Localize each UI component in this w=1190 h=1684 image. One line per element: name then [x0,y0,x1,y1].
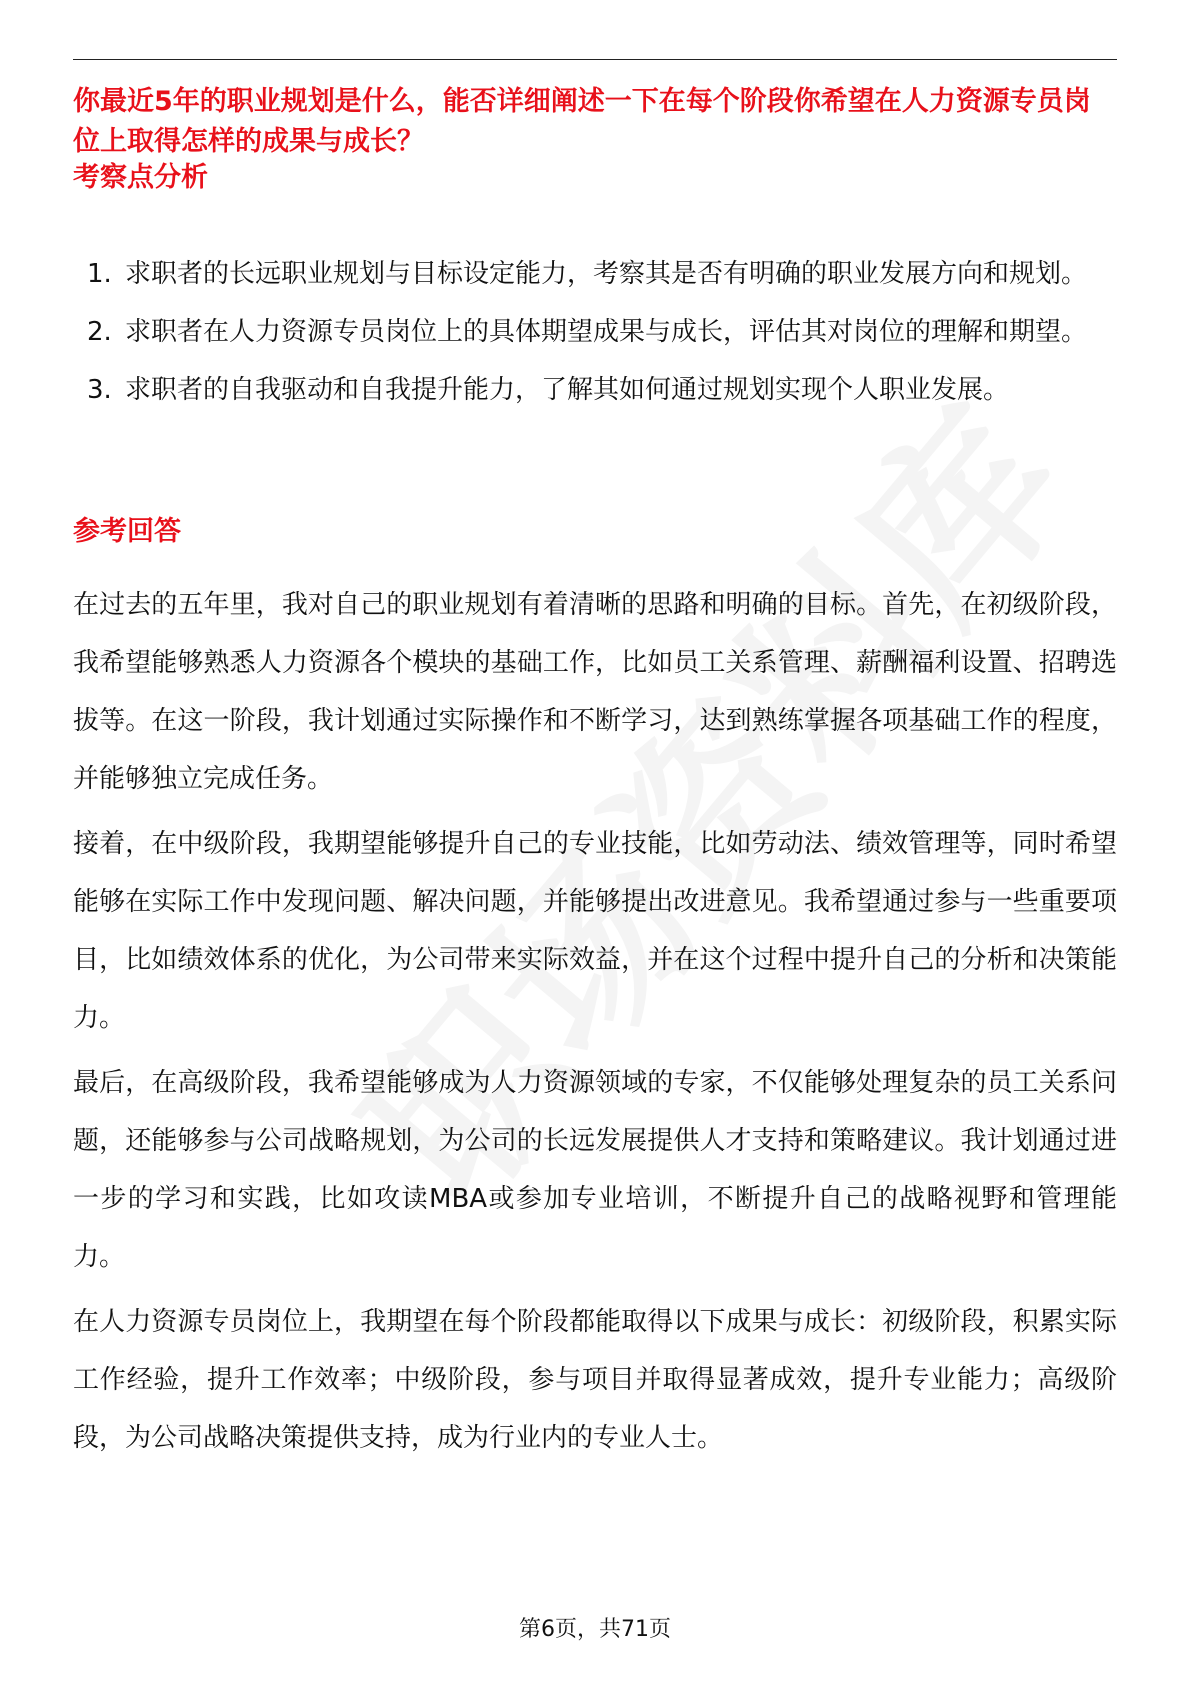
answer-heading: 参考回答 [73,516,181,547]
page-footer: 第6页，共71页 [519,1617,671,1642]
list-item: 2. 求职者在人力资源专员岗位上的具体期望成果与成长，评估其对岗位的理解和期望。 [87,317,1088,347]
answer-paragraph: 接着，在中级阶段，我期望能够提升自己的专业技能，比如劳动法、绩效管理等，同时希望能够在实际工作中发现问题、解决问题，并能够提出改进意见。我希望通过参与一些重要项目，比如绩效体系的优化，为公司带来实际效益，并在这个过程中提升自己的分析和决策能力。 [73,829,1117,1033]
list-item: 1. 求职者的长远职业规划与目标设定能力，考察其是否有明确的职业发展方向和规划。 [87,259,1088,289]
answer-paragraph: 在人力资源专员岗位上，我期望在每个阶段都能取得以下成果与成长：初级阶段，积累实际工作经验，提升工作效率；中级阶段，参与项目并取得显著成效，提升专业能力；高级阶段，为公司战略决策提供支持，成为行业内的专业人士。 [73,1307,1117,1453]
top-rule [73,59,1117,60]
analysis-list [73,245,1117,419]
answer-paragraph: 最后，在高级阶段，我希望能够成为人力资源领域的专家，不仅能够处理复杂的员工关系问题，还能够参与公司战略规划，为公司的长远发展提供人才支持和策略建议。我计划通过进一步的学习和实践，比如攻读MBA或参加专业培训，不断提升自己的战略视野和管理能力。 [73,1068,1117,1272]
list-item: 3. 求职者的自我驱动和自我提升能力，了解其如何通过规划实现个人职业发展。 [87,375,1010,405]
answer-paragraph: 在过去的五年里，我对自己的职业规划有着清晰的思路和明确的目标。首先，在初级阶段，我希望能够熟悉人力资源各个模块的基础工作，比如员工关系管理、薪酬福利设置、招聘选拔等。在这一阶段，我计划通过实际操作和不断学习，达到熟练掌握各项基础工作的程度，并能够独立完成任务。 [73,590,1117,794]
question-title: 你最近5年的职业规划是什么，能否详细阐述一下在每个阶段你希望在人力资源专员岗位上取得怎样的成果与成长？ [73,86,1091,157]
analysis-heading: 考察点分析 [73,162,208,193]
